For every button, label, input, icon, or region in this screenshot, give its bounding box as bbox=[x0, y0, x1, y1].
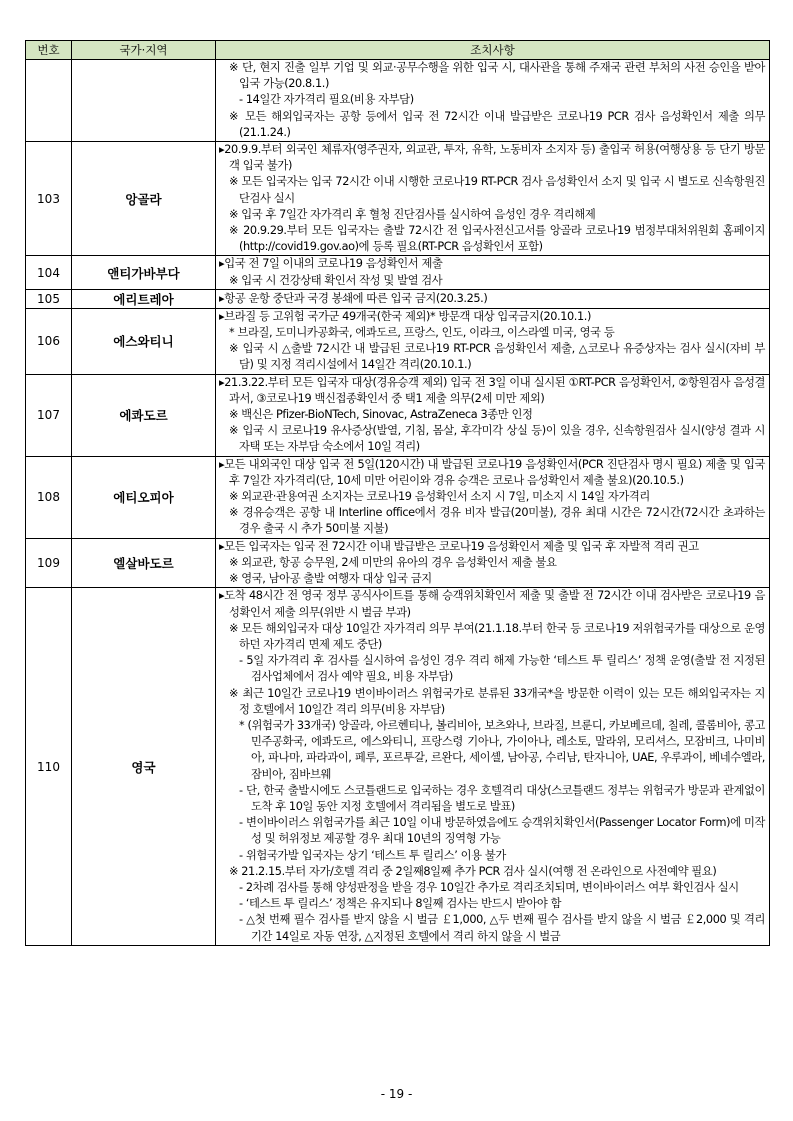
measure-line: ※ 외교관, 항공 승무원, 2세 미만의 유아의 경우 음성확인서 제출 불요 bbox=[229, 555, 557, 569]
country-name bbox=[72, 60, 216, 142]
measure-line: ▸20.9.9.부터 외국인 체류자(영주권자, 외교관, 투자, 유학, 노동비자 소지자 등) 출입국 허용(여행상용 등 단기 방문객 입국 불가) bbox=[219, 143, 765, 173]
row-number: 107 bbox=[26, 374, 72, 456]
measure-line: ▸도착 48시간 전 영국 정부 공식사이트를 통해 승객위치확인서 제출 및 출발 전 72시간 이내 검사받은 코로나19 음성확인서 제출 의무(위반 시 벌금 부과) bbox=[219, 589, 765, 619]
measure-line: - ‘테스트 투 릴리스’ 정책은 유지되나 8일째 검사는 반드시 받아야 함 bbox=[239, 897, 562, 911]
country-name: 에스와티니 bbox=[72, 308, 216, 374]
measure-line: * 브라질, 도미니카공화국, 에콰도르, 프랑스, 인도, 이라크, 이스라엘 미국, 영국 등 bbox=[229, 326, 615, 340]
measure-line: ※ 입국 시 △출발 72시간 내 발급된 코로나19 RT-PCR 음성확인서 제출, △코로나 유증상자는 검사 실시(자비 부담) 및 지정 격리시설에서 14일간 격리(20.10.1.) bbox=[229, 342, 765, 372]
measure-line: - 변이바이러스 위험국가를 최근 10일 이내 방문하였음에도 승객위치확인서(Passenger Locator Form)에 미작성 및 허위정보 제공할 경우 최대 10년의 징역형 가능 bbox=[239, 816, 765, 846]
measure-line: ※ 최근 10일간 코로나19 변이바이러스 위험국가로 분류된 33개국*을 방문한 이력이 있는 모든 해외입국자는 지정 호텔에서 10일간 격리 의무(비용 자부담) bbox=[229, 686, 765, 716]
measure-line: ※ 모든 입국자는 입국 72시간 이내 시행한 코로나19 RT-PCR 검사 음성확인서 소지 및 입국 시 별도로 신속항원진단검사 실시 bbox=[229, 175, 765, 205]
measure-line: ▸모든 내외국인 대상 입국 전 5일(120시간) 내 발급된 코로나19 음성확인서(PCR 진단검사 명시 필요) 제출 및 입국 후 7일간 자가격리(단, 10세 미만 어린이와 경유 승객은 코로나 음성확인서 제출 불요)(20.10.5.) bbox=[219, 457, 765, 487]
measures-table bbox=[25, 40, 770, 946]
measure-line: ▸입국 전 7일 이내의 코로나19 음성확인서 제출 bbox=[219, 257, 443, 271]
measure-line: - 2차례 검사를 통해 양성판정을 받을 경우 10일간 추가로 격리조치되며, 변이바이러스 여부 확인검사 실시 bbox=[239, 880, 739, 894]
measure-line: - △첫 번째 필수 검사를 받지 않을 시 벌금 ￡1,000, △두 번째 필수 검사를 받지 않을 시 벌금 ￡2,000 및 격리 기간 14일로 자동 연장, △지정된 호텔에서 격리 하지 않을 시 벌금 bbox=[239, 913, 765, 943]
measure-line: ※ 21.2.15.부터 자가/호텔 격리 중 2일째8일째 추가 PCR 검사 실시(여행 전 온라인으로 사전예약 필요) bbox=[229, 864, 717, 878]
country-name: 에티오피아 bbox=[72, 456, 216, 538]
measures-cell bbox=[216, 142, 770, 256]
measure-line: ※ 백신은 Pfizer-BioNTech, Sinovac, AstraZeneca 3종만 인정 bbox=[229, 408, 533, 422]
measure-line: ▸21.3.22.부터 모든 입국자 대상(경유승객 제외) 입국 전 3일 이내 실시된 ①RT-PCR 음성확인서, ②항원검사 음성결과서, ③코로나19 백신접종확인서 중 택1 제출 의무(2세 미만 제외) bbox=[219, 375, 765, 405]
country-name: 영국 bbox=[72, 588, 216, 945]
measure-line: - 위험국가발 입국자는 상기 ‘테스트 투 릴리스’ 이용 불가 bbox=[239, 848, 506, 862]
country-name: 에콰도르 bbox=[72, 374, 216, 456]
row-number: 105 bbox=[26, 289, 72, 308]
measure-line: ※ 입국 시 코로나19 유사증상(발열, 기침, 몸살, 후각미각 상실 등)이 있을 경우, 신속항원검사 실시(양성 결과 시 자택 또는 자부담 숙소에서 10일 격리) bbox=[229, 424, 765, 454]
row-number: 108 bbox=[26, 456, 72, 538]
table-row bbox=[26, 456, 770, 538]
measures-cell bbox=[216, 308, 770, 374]
measures-cell bbox=[216, 256, 770, 289]
page-number: - 19 - bbox=[380, 1087, 413, 1101]
measure-line: ▸모든 입국자는 입국 전 72시간 이내 발급받은 코로나19 음성확인서 제출 및 입국 후 자발적 격리 권고 bbox=[219, 539, 699, 553]
measure-line: ※ 20.9.29.부터 모든 입국자는 출발 72시간 전 입국사전신고서를 앙골라 코로나19 범정부대처위원회 홈페이지(http://covid19.gov.ao)에 등록 필요(RT-PCR 음성확인서 포함) bbox=[229, 224, 765, 254]
row-number: 104 bbox=[26, 256, 72, 289]
country-name: 앙골라 bbox=[72, 142, 216, 256]
measures-cell bbox=[216, 289, 770, 308]
table-row bbox=[26, 538, 770, 588]
measures-cell bbox=[216, 456, 770, 538]
measure-line: - 단, 한국 출발시에도 스코틀랜드로 입국하는 경우 호텔격리 대상(스코틀랜드 정부는 위험국가 방문과 관계없이 도착 후 10일 동안 지정 호텔에서 격리됨을 별도로 발표) bbox=[239, 783, 765, 813]
country-name: 엘살바도르 bbox=[72, 538, 216, 588]
table-row bbox=[26, 374, 770, 456]
measure-line: ※ 외교관·관용여권 소지자는 코로나19 음성확인서 소지 시 7일, 미소지 시 14일 자가격리 bbox=[229, 490, 650, 504]
row-number bbox=[26, 60, 72, 142]
measure-line: * (위험국가 33개국) 앙골라, 아르헨티나, 볼리비아, 보츠와나, 브라질, 브룬디, 카보베르데, 칠레, 콜롬비아, 콩고민주공화국, 에콰도르, 에스와티니, 프랑스령 기아나, 가이아나, 레소토, 말라위, 모리셔스, 모잠비크, 나미비아, 파나마, 파라과이, 페루, 포르투갈, 르완다, 세이셸, 남아공, 수리남, 탄자니아, UAE, 우루과이, 베네수엘라, 잠비아, 짐바브웨 bbox=[239, 718, 765, 781]
measure-line: - 14일간 자가격리 필요(비용 자부담) bbox=[239, 93, 414, 107]
table-row bbox=[26, 60, 770, 142]
country-name: 앤티가바부다 bbox=[72, 256, 216, 289]
measure-line: ※ 입국 후 7일간 자가격리 후 혈청 진단검사를 실시하여 음성인 경우 격리해제 bbox=[229, 207, 596, 221]
measures-cell bbox=[216, 538, 770, 588]
country-name: 에리트레아 bbox=[72, 289, 216, 308]
header-country: 국가·지역 bbox=[72, 41, 216, 60]
measure-line: ※ 모든 해외입국자 대상 10일간 자가격리 의무 부여(21.1.18.부터 한국 등 코로나19 저위험국가를 대상으로 운영하던 자가격리 면제 제도 중단) bbox=[229, 621, 765, 651]
measures-cell bbox=[216, 60, 770, 142]
row-number: 110 bbox=[26, 588, 72, 945]
row-number: 109 bbox=[26, 538, 72, 588]
table-row bbox=[26, 289, 770, 308]
measure-line: ※ 입국 시 건강상태 확인서 작성 및 발열 검사 bbox=[229, 273, 443, 287]
measure-line: ▸항공 운항 중단과 국경 봉쇄에 따른 입국 금지(20.3.25.) bbox=[219, 291, 488, 305]
measures-cell bbox=[216, 588, 770, 945]
table-row bbox=[26, 142, 770, 256]
table-body bbox=[26, 60, 770, 946]
measure-line: ※ 영국, 남아공 출발 여행자 대상 입국 금지 bbox=[229, 572, 432, 586]
header-measures: 조치사항 bbox=[216, 41, 770, 60]
table-row bbox=[26, 256, 770, 289]
row-number: 103 bbox=[26, 142, 72, 256]
measure-line: ※ 단, 현지 진출 일부 기업 및 외교·공무수행을 위한 입국 시, 대사관을 통해 주재국 관련 부처의 사전 승인을 받아 입국 가능(20.8.1.) bbox=[229, 61, 765, 91]
measures-cell bbox=[216, 374, 770, 456]
table-row bbox=[26, 588, 770, 945]
measure-line: ▸브라질 등 고위험 국가군 49개국(한국 제외)* 방문객 대상 입국금지(20.10.1.) bbox=[219, 309, 591, 323]
table-row bbox=[26, 308, 770, 374]
measure-line: ※ 경유승객은 공항 내 Interline office에서 경유 비자 발급(20미불), 경유 최대 시간은 72시간(72시간 초과하는 경우 출국 시 추가 50미불 지불) bbox=[229, 506, 765, 536]
measure-line: ※ 모든 해외입국자는 공항 등에서 입국 전 72시간 이내 발급받은 코로나19 PCR 검사 음성확인서 제출 의무(21.1.24.) bbox=[229, 109, 765, 139]
row-number: 106 bbox=[26, 308, 72, 374]
header-number: 번호 bbox=[26, 41, 72, 60]
table-header-row bbox=[26, 41, 770, 60]
measure-line: - 5일 자가격리 후 검사를 실시하여 음성인 경우 격리 해제 가능한 ‘테스트 투 릴리스’ 정책 운영(출발 전 지정된 검사업체에서 검사 예약 필요, 비용 자부담) bbox=[239, 654, 765, 684]
